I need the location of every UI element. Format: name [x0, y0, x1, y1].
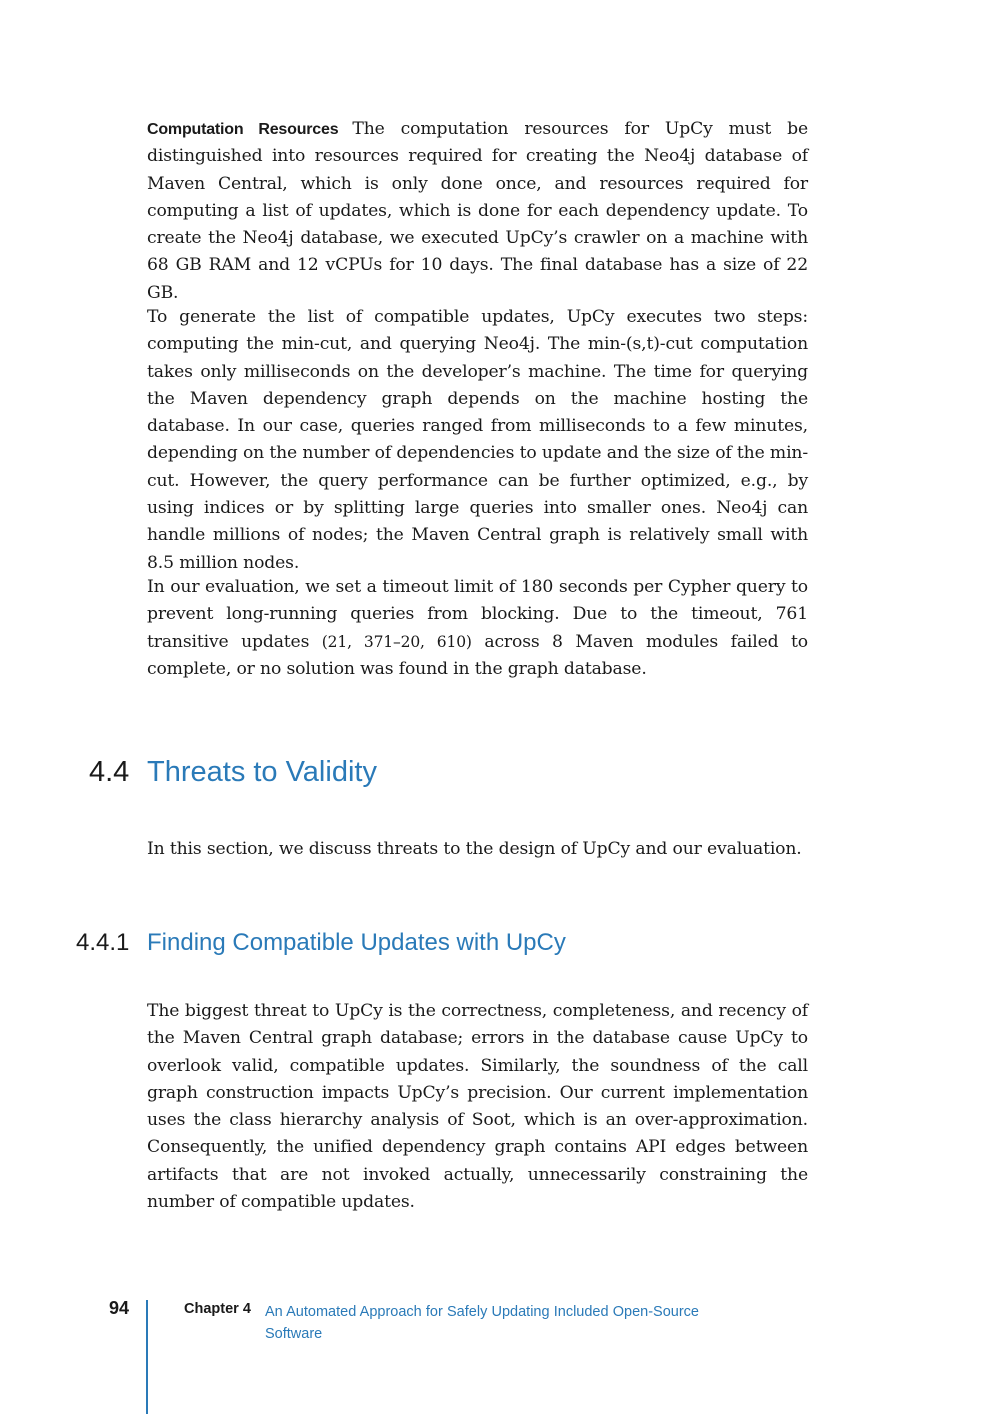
paragraph-section-intro — [147, 836, 808, 863]
section-title: Threats to Validity — [147, 756, 377, 788]
footer-rule — [146, 1300, 148, 1414]
paragraph-text: To generate the list of compatible updates, UpCy executes two steps: computing the min-cut, and querying Neo4j. The min-(s,t)-cut computation takes only milliseconds on the developer’s machine. The time for querying the Maven dependency graph depends on the machine hosting the database. In our case, queries ranged from milliseconds to a few minutes, depending on the number of dependencies to update and the size of the min-cut. However, the query performance can be further optimized, e.g., by using indices or by splitting large queries into smaller ones. Neo4j can handle millions of nodes; the Maven Central graph is relatively small with 8.5 million nodes. — [147, 307, 808, 573]
paragraph-text: The biggest threat to UpCy is the correctness, completeness, and recency of the Maven Central graph database; errors in the database cause UpCy to overlook valid, compatible updates. Similarly, the soundness of the call graph construction impacts UpCy’s precision. Our current implementation uses the class hierarchy analysis of Soot, which is an over-approximation. Consequently, the unified dependency graph contains API edges between artifacts that are not invoked actually, unnecessarily constraining the number of compatible updates. — [147, 1001, 808, 1213]
paragraph-text: The computation resources for UpCy must be distinguished into resources required for creating the Neo4j database of Maven Central, which is only done once, and resources required for computing a list of updates, which is done for each dependency update. To create the Neo4j database, we executed UpCy’s crawler on a machine with 68 GB RAM and 12 vCPUs for 10 days. The final database has a size of 22 GB. — [147, 119, 808, 303]
paragraph-generate-updates — [147, 304, 808, 577]
run-in-heading: Computation Resources — [147, 121, 339, 138]
paragraph-computation-resources — [147, 116, 808, 307]
math-range: (21, 371–20, 610) — [321, 632, 472, 651]
subsection-number: 4.4.1 — [76, 929, 130, 956]
page-number: 94 — [109, 1298, 130, 1318]
paragraph-text: In this section, we discuss threats to the design of UpCy and our evaluation. — [147, 839, 802, 859]
footer-chapter-label: Chapter 4 — [184, 1301, 251, 1317]
paragraph-threats — [147, 998, 808, 1216]
section-heading — [89, 754, 377, 790]
paragraph-text: across 8 Maven modules failed to complete, or no solution was found in the graph database. — [147, 631, 808, 679]
section-number: 4.4 — [89, 756, 130, 788]
subsection-heading — [76, 928, 566, 958]
subsection-title: Finding Compatible Updates with UpCy — [147, 929, 566, 956]
paragraph-evaluation — [147, 574, 808, 683]
paragraph-text: In our evaluation, we set a timeout limit of 180 seconds per Cypher query to prevent long-running queries from blocking. Due to the timeout, 761 transitive updates — [147, 577, 808, 652]
footer-chapter-title: An Automated Approach for Safely Updating Included Open-Source Software — [265, 1304, 699, 1342]
